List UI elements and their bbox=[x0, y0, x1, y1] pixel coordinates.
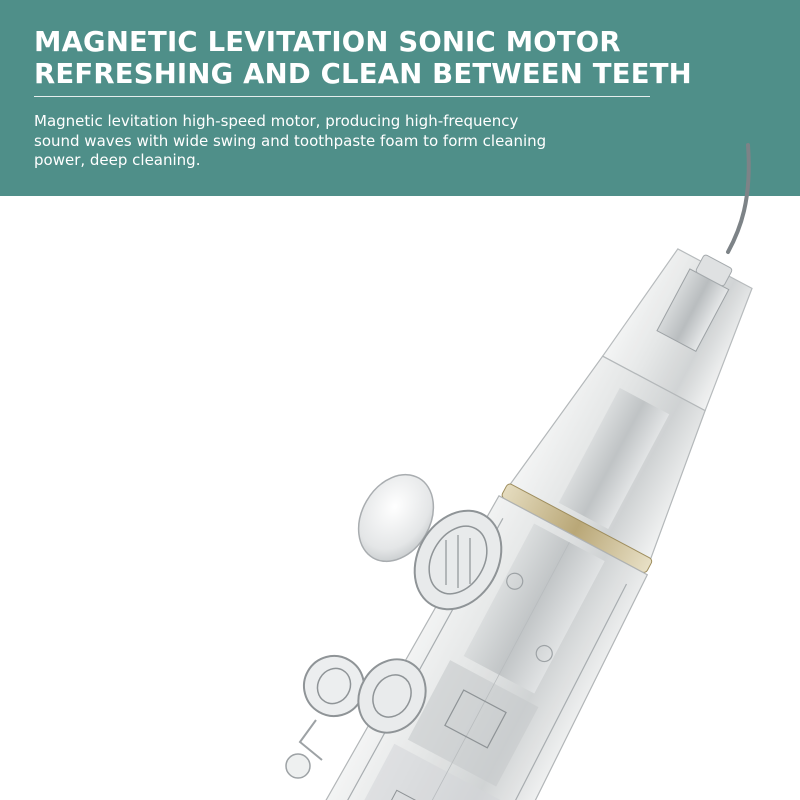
description-text: Magnetic levitation high-speed motor, producing high-frequency sound waves with wide swing and toothpaste foam to form cleaning power, deep cleaning. bbox=[34, 112, 547, 169]
scaler-tip bbox=[728, 145, 749, 252]
title-line-2: REFRESHING AND CLEAN BETWEEN TEETH bbox=[34, 58, 692, 90]
title-line-1: MAGNETIC LEVITATION SONIC MOTOR bbox=[34, 26, 621, 58]
